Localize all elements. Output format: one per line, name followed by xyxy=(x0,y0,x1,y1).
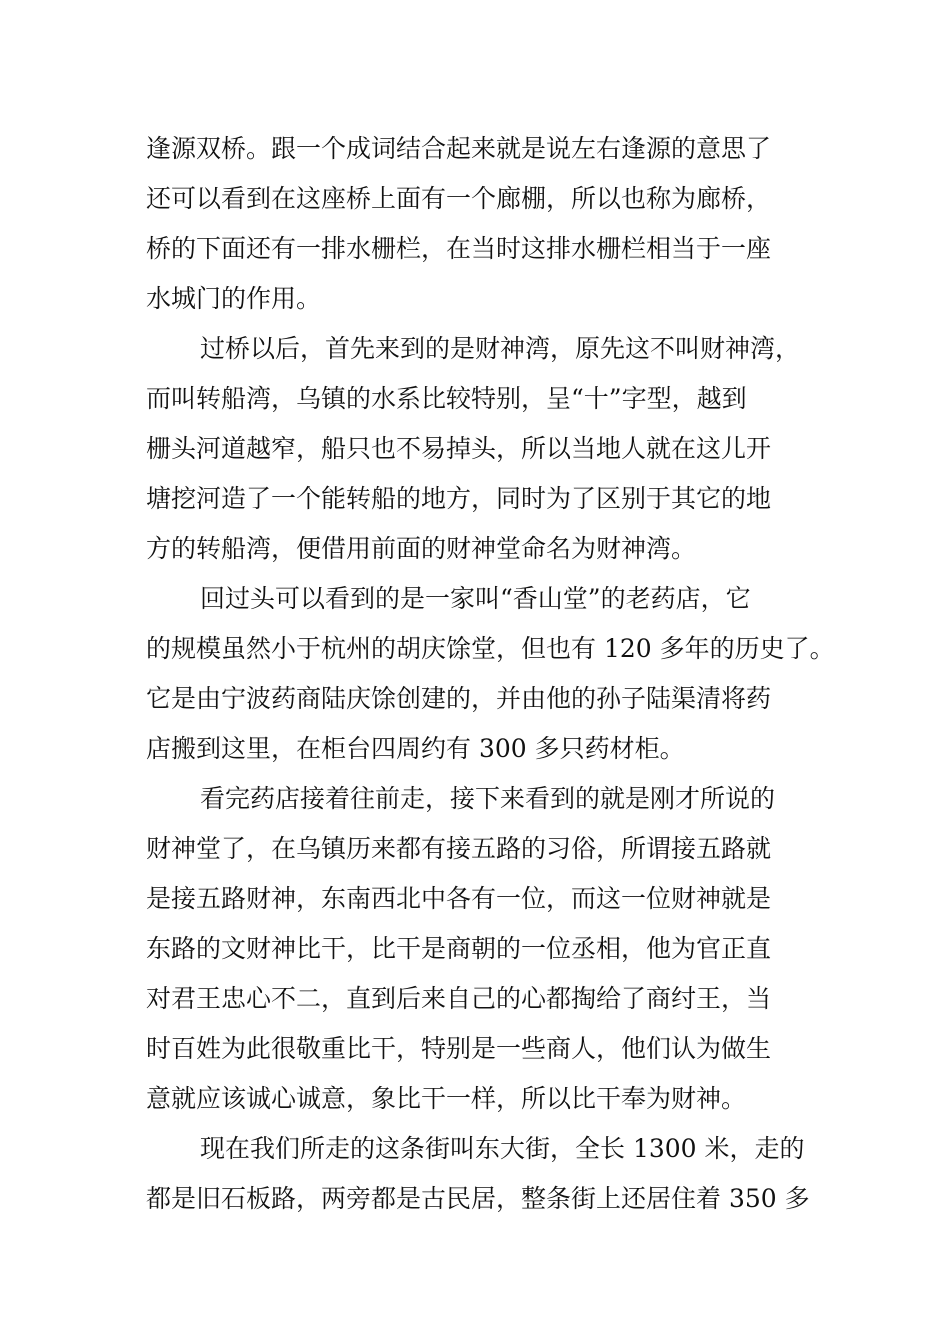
text-line: 塘挖河造了一个能转船的地方，同时为了区别于其它的地 xyxy=(146,484,772,513)
text-line: 栅头河道越窄，船只也不易掉头，所以当地人就在这儿开 xyxy=(146,434,772,463)
text-line: 意就应该诚心诚意，象比干一样，所以比干奉为财神。 xyxy=(146,1084,747,1113)
text-line: 水城门的作用。 xyxy=(146,284,322,313)
text-line: 回过头可以看到的是一家叫“香山堂”的老药店，它 xyxy=(200,584,751,613)
text-line: 东路的文财神比干，比干是商朝的一位丞相，他为官正直 xyxy=(146,934,772,963)
body-text xyxy=(146,124,836,1224)
text-line: 都是旧石板路，两旁都是古民居，整条街上还居住着 350 多 xyxy=(146,1184,810,1213)
text-line: 方的转船湾，便借用前面的财神堂命名为财神湾。 xyxy=(146,534,697,563)
text-line: 店搬到这里，在柜台四周约有 300 多只药材柜。 xyxy=(146,734,685,763)
text-line: 是接五路财神，东南西北中各有一位，而这一位财神就是 xyxy=(146,884,772,913)
text-line: 对君王忠心不二，直到后来自己的心都掏给了商纣王，当 xyxy=(146,984,772,1013)
text-line: 还可以看到在这座桥上面有一个廊棚，所以也称为廊桥， xyxy=(146,184,772,213)
text-line: 看完药店接着往前走，接下来看到的就是刚才所说的 xyxy=(200,784,776,813)
text-line: 过桥以后，首先来到的是财神湾，原先这不叫财神湾， xyxy=(200,334,801,363)
text-line: 而叫转船湾，乌镇的水系比较特别，呈“十”字型，越到 xyxy=(146,384,747,413)
text-line: 逢源双桥。跟一个成词结合起来就是说左右逢源的意思了 xyxy=(146,134,772,163)
text-line: 桥的下面还有一排水栅栏，在当时这排水栅栏相当于一座 xyxy=(146,234,772,263)
text-line: 它是由宁波药商陆庆馀创建的，并由他的孙子陆渠清将药 xyxy=(146,684,772,713)
text-line: 财神堂了，在乌镇历来都有接五路的习俗，所谓接五路就 xyxy=(146,834,772,863)
text-line: 现在我们所走的这条街叫东大街，全长 1300 米，走的 xyxy=(200,1134,805,1163)
text-line: 时百姓为此很敬重比干，特别是一些商人，他们认为做生 xyxy=(146,1034,772,1063)
text-line: 的规模虽然小于杭州的胡庆馀堂，但也有 120 多年的历史了。 xyxy=(146,634,835,663)
